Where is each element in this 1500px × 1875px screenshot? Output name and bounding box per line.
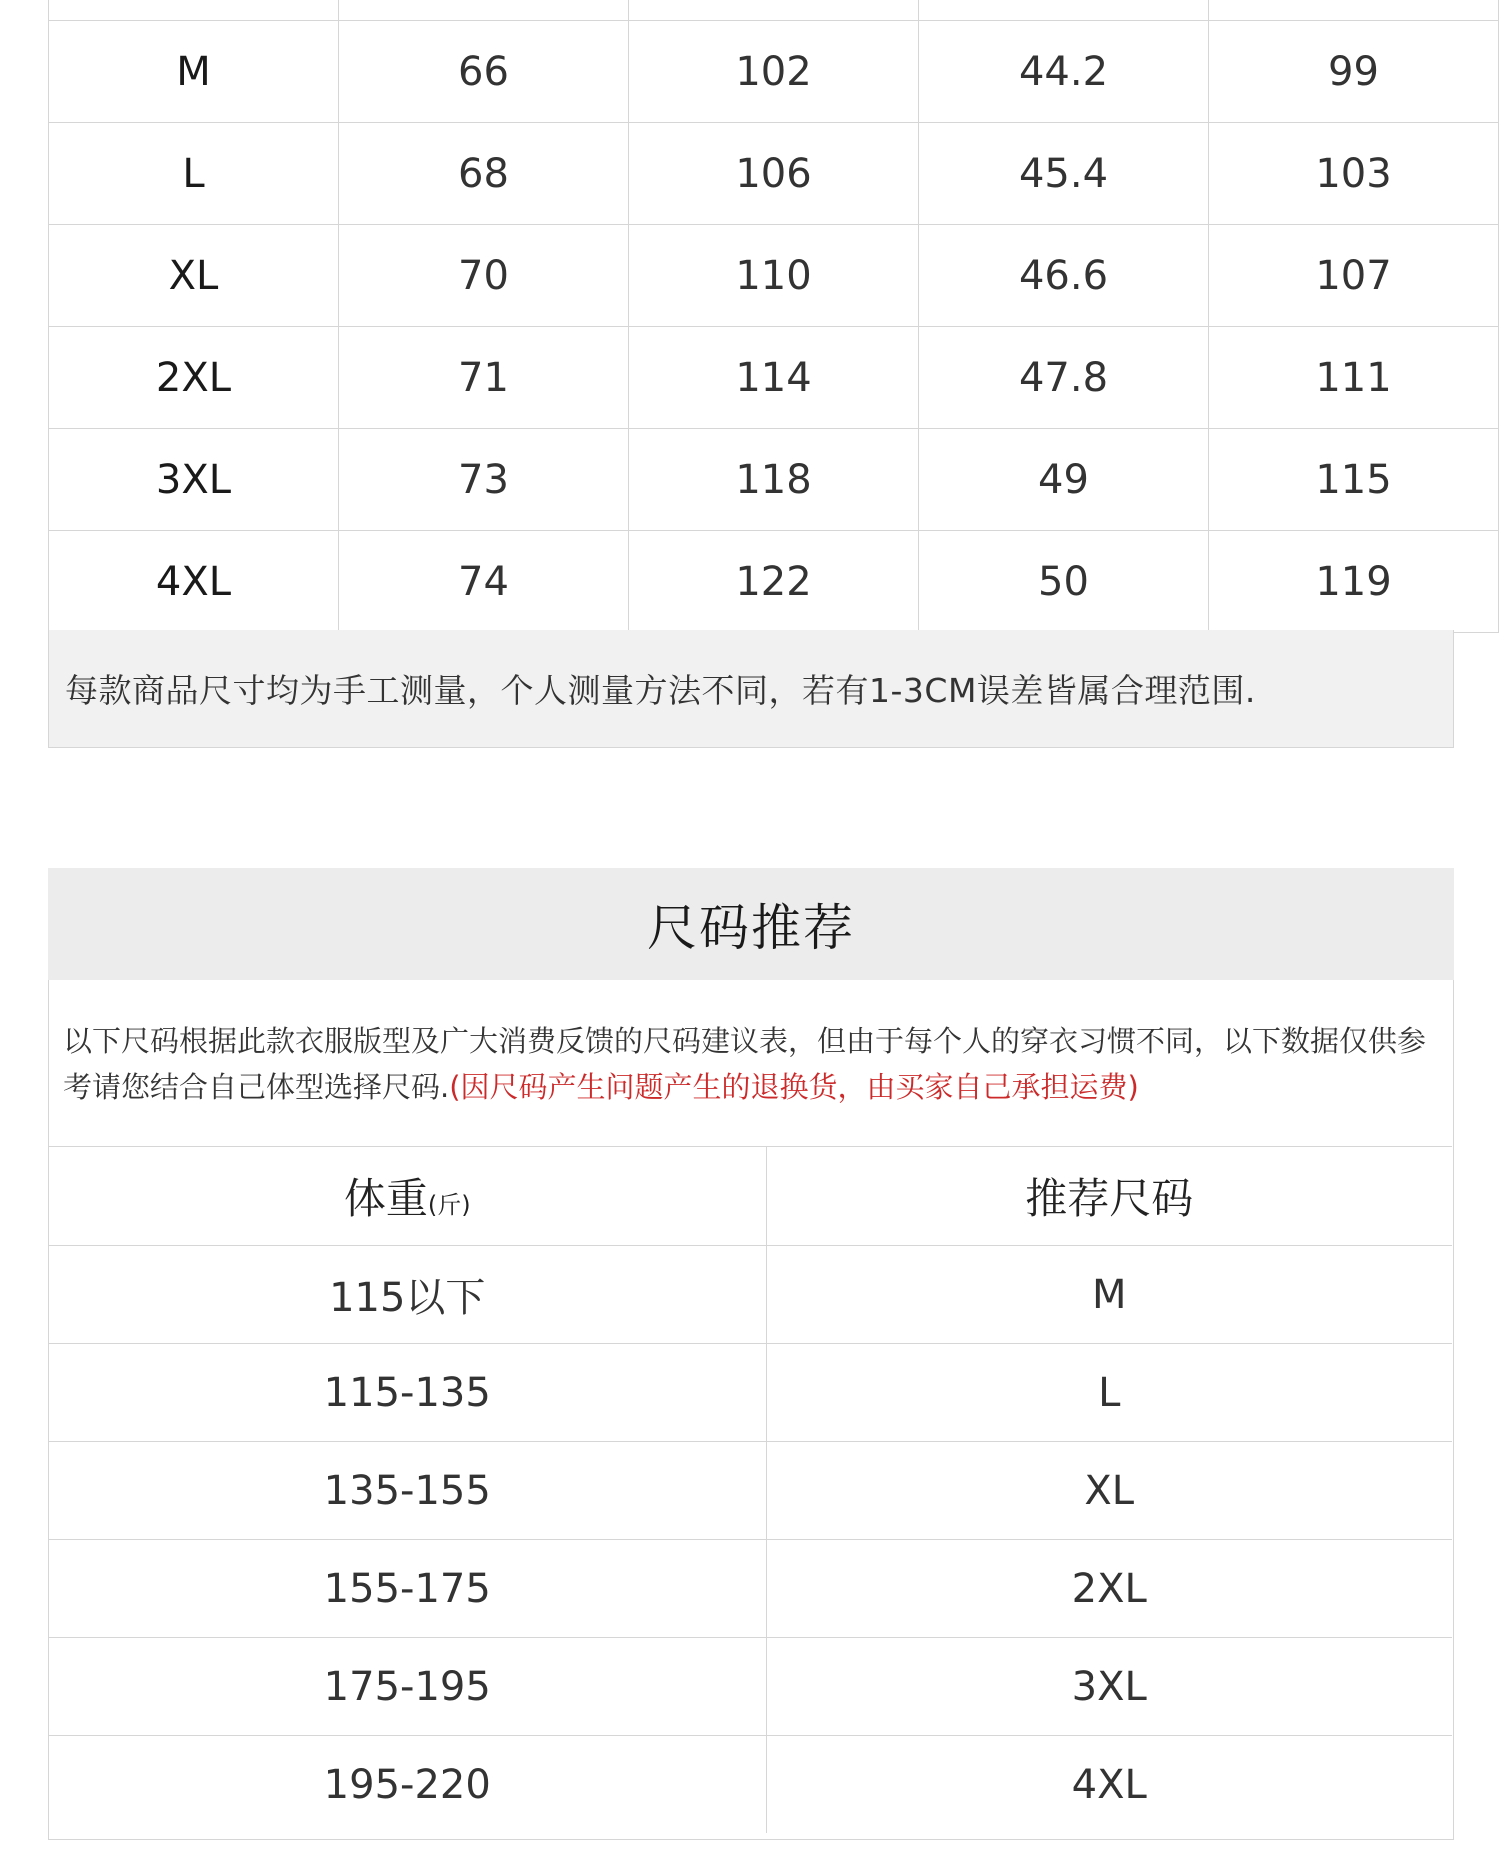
size-cell: 4XL xyxy=(766,1736,1452,1834)
table-cell: 74 xyxy=(339,531,629,633)
size-recommendation-panel xyxy=(48,980,1454,1840)
size-recommendation-table xyxy=(49,1146,1452,1833)
size-label: M xyxy=(49,21,339,123)
size-recommendation-header xyxy=(48,868,1454,980)
weight-header-label: 体重 xyxy=(343,1174,428,1223)
table-cell: 110 xyxy=(629,225,919,327)
table-cell: 73 xyxy=(339,429,629,531)
table-cell: 99 xyxy=(1209,21,1499,123)
return-warning-text: (因尺码产生问题产生的退换货，由买家自己承担运费) xyxy=(449,1070,1139,1104)
table-row xyxy=(49,1442,1452,1540)
size-cell: XL xyxy=(766,1442,1452,1540)
weight-cell: 135-155 xyxy=(49,1442,766,1540)
table-cell: 111 xyxy=(1209,327,1499,429)
measurement-note-text: 每款商品尺寸均为手工测量，个人测量方法不同，若有1-3CM误差皆属合理范围. xyxy=(65,671,1256,710)
table-row xyxy=(49,1344,1452,1442)
table-cell: 44.2 xyxy=(919,21,1209,123)
size-cell: 2XL xyxy=(766,1540,1452,1638)
table-cell: 49 xyxy=(919,429,1209,531)
table-row xyxy=(49,327,1499,429)
size-label: 4XL xyxy=(49,531,339,633)
table-cell: 102 xyxy=(629,21,919,123)
table-cell: 45.4 xyxy=(919,123,1209,225)
size-label: XL xyxy=(49,225,339,327)
table-cell: 50 xyxy=(919,531,1209,633)
table-cell: 115 xyxy=(1209,429,1499,531)
size-chart-header-remnant xyxy=(49,0,1499,21)
size-cell: M xyxy=(766,1246,1452,1344)
recommendation-intro xyxy=(63,1018,1443,1110)
weight-cell: 115以下 xyxy=(49,1246,766,1344)
weight-cell: 175-195 xyxy=(49,1638,766,1736)
table-cell: 114 xyxy=(629,327,919,429)
table-cell: 106 xyxy=(629,123,919,225)
measurement-note xyxy=(48,630,1454,748)
table-row xyxy=(49,1540,1452,1638)
table-cell: 70 xyxy=(339,225,629,327)
size-label: L xyxy=(49,123,339,225)
table-cell: 118 xyxy=(629,429,919,531)
table-row xyxy=(49,123,1499,225)
table-cell: 103 xyxy=(1209,123,1499,225)
table-row xyxy=(49,225,1499,327)
table-row xyxy=(49,1246,1452,1344)
size-cell: L xyxy=(766,1344,1452,1442)
table-cell: 107 xyxy=(1209,225,1499,327)
size-label: 3XL xyxy=(49,429,339,531)
table-cell: 122 xyxy=(629,531,919,633)
size-chart-table xyxy=(48,0,1499,633)
table-row xyxy=(49,21,1499,123)
table-row xyxy=(49,1736,1452,1834)
table-row xyxy=(49,531,1499,633)
table-row xyxy=(49,1638,1452,1736)
weight-cell: 195-220 xyxy=(49,1736,766,1834)
table-cell: 46.6 xyxy=(919,225,1209,327)
column-header-weight xyxy=(49,1147,766,1246)
table-cell: 71 xyxy=(339,327,629,429)
weight-cell: 155-175 xyxy=(49,1540,766,1638)
size-label: 2XL xyxy=(49,327,339,429)
section-title: 尺码推荐 xyxy=(647,899,855,957)
table-header-row xyxy=(49,1147,1452,1246)
column-header-size: 推荐尺码 xyxy=(766,1147,1452,1246)
table-cell: 68 xyxy=(339,123,629,225)
intro-text: 以下尺码根据此款衣服版型及广大消费反馈的尺码建议表，但由于每个人的穿衣习惯不同，以下数据仅供参考请您结合自己体型选择尺码. xyxy=(63,1024,1427,1104)
weight-cell: 115-135 xyxy=(49,1344,766,1442)
size-cell: 3XL xyxy=(766,1638,1452,1736)
table-row xyxy=(49,429,1499,531)
weight-unit-label: (斤) xyxy=(427,1191,471,1219)
table-cell: 47.8 xyxy=(919,327,1209,429)
table-cell: 66 xyxy=(339,21,629,123)
table-cell: 119 xyxy=(1209,531,1499,633)
